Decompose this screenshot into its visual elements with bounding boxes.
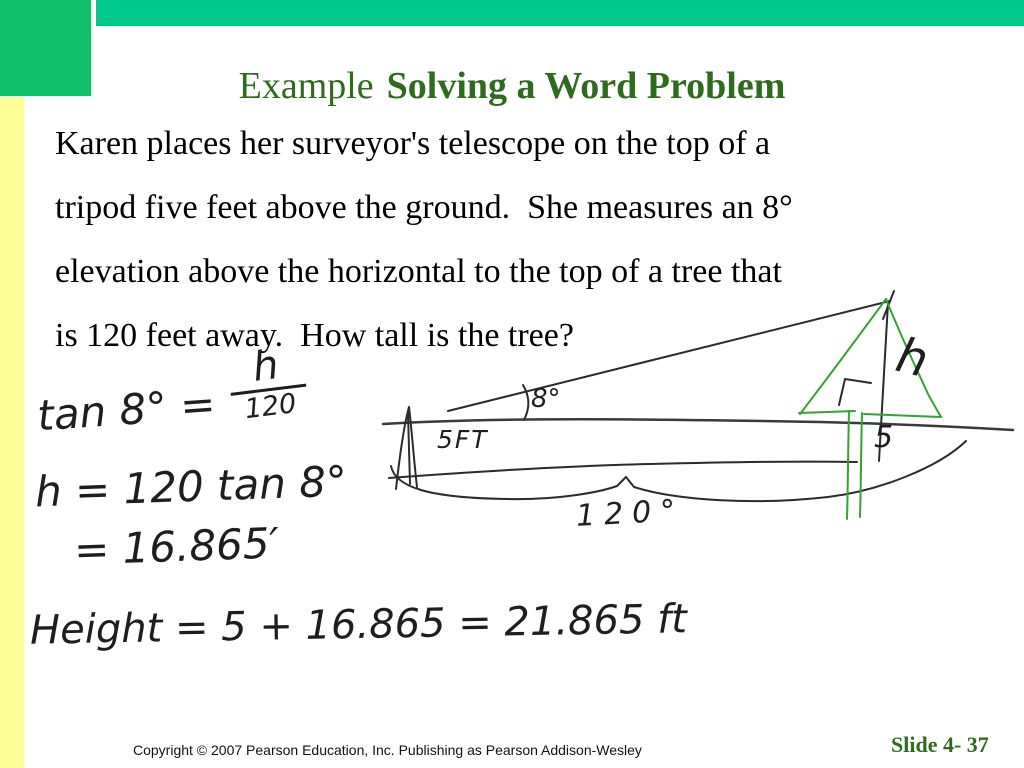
hypotenuse-line	[448, 301, 890, 411]
tree-trunk-right	[860, 413, 862, 517]
tree-trunk-left	[847, 411, 849, 519]
fraction-h-over-120	[226, 341, 311, 426]
problem-line-3: elevation above the horizontal to the top of a tree that	[55, 253, 782, 290]
top-accent-bar	[96, 0, 1024, 26]
equation-result: = 16.865′	[73, 518, 280, 575]
distance-label: 120°	[575, 493, 686, 534]
tree-height-label: h	[890, 327, 934, 389]
problem-line-4: is 120 feet away. How tall is the tree?	[55, 317, 574, 354]
right-angle-mark	[839, 379, 871, 405]
equation-h: h = 120 tan 8°	[34, 456, 348, 517]
equation-tan-lhs: tan 8° =	[35, 379, 218, 441]
telescope-height-label: 5	[874, 420, 894, 455]
title-emphasis: Solving a Word Problem	[386, 65, 786, 107]
tree-base-right	[864, 414, 941, 417]
equation-height-total: Height = 5 + 16.865 = 21.865 ft	[29, 596, 688, 654]
problem-line-1: Karen places her surveyor's telescope on the top of a	[55, 125, 771, 162]
angle-label: 8°	[531, 384, 561, 414]
problem-line-2: tripod five feet above the ground. She measures an 8°	[55, 189, 793, 226]
fraction-numerator: h	[250, 342, 282, 391]
tree-left-side	[800, 299, 886, 414]
title-prefix: Example	[238, 65, 374, 107]
ground-line	[389, 462, 857, 478]
tripod-height-label: 5FT	[437, 425, 489, 454]
fraction-denominator: 120	[243, 388, 299, 426]
slide-title	[0, 64, 1024, 108]
copyright-text: Copyright © 2007 Pearson Education, Inc. Publishing as Pearson Addison-Wesley	[133, 742, 642, 758]
slide-number: Slide 4- 37	[891, 732, 989, 757]
tree-base-left	[799, 411, 855, 413]
